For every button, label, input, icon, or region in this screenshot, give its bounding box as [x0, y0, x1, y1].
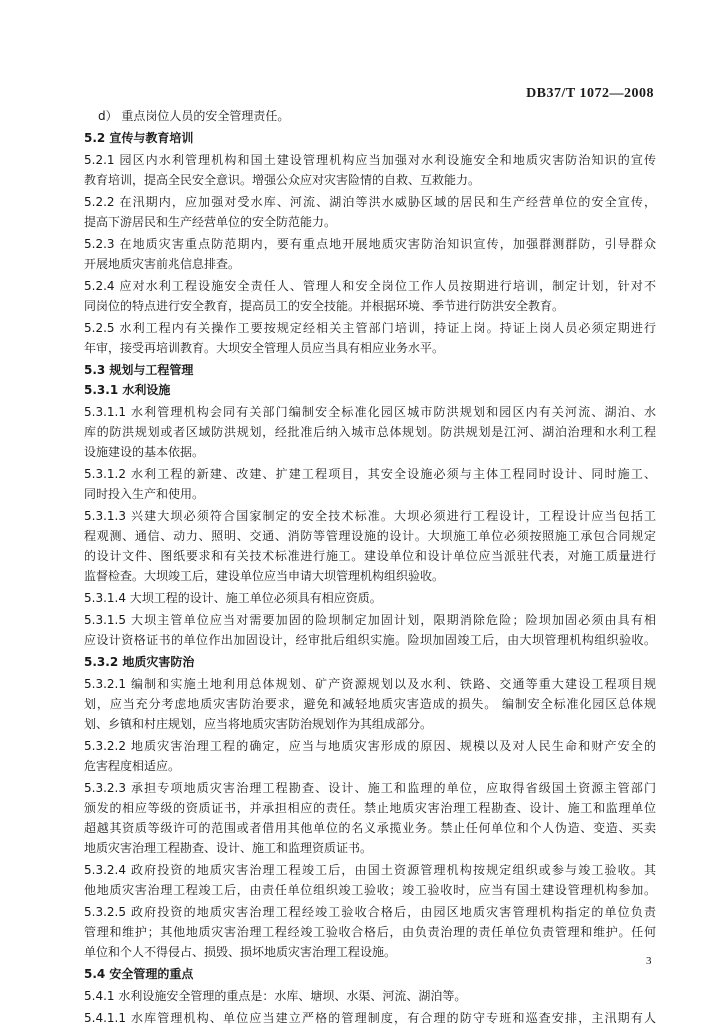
text-line: 同时投入生产和使用。 [84, 487, 205, 501]
text-line: 5.3.2.1 编制和实施土地利用总体规划、矿产资源规划以及水利、铁路、交通等重大建设工程项目规 [84, 677, 656, 691]
section-heading: 5.3 规划与工程管理 [84, 363, 194, 377]
text-line: 5.3.1.3 兴建大坝必须符合国家制定的安全技术标准。大坝必须进行工程设计，工程设计应当包括工 [84, 509, 656, 523]
text-line: 划、乡镇和村庄规划，应当将地质灾害防治规划作为其组成部分。 [84, 717, 433, 731]
text-line: 5.2.2 在汛期内，应加强对受水库、河流、湖泊等洪水威胁区域的居民和生产经营单位的安全宣传， [84, 195, 656, 209]
text-line: 5.3.1.2 水利工程的新建、改建、扩建工程项目，其安全设施必须与主体工程同时设计、同时施工、 [84, 467, 656, 481]
text-line: 5.2.1 园区内水利管理机构和国土建设管理机构应当加强对水利设施安全和地质灾害防治知识的宣传 [84, 153, 656, 167]
text-line: 5.4.1.1 水库管理机构、单位应当建立严格的管理制度，有合理的防守专班和巡查安排，主汛期有人 [84, 1011, 656, 1025]
text-line: d） 重点岗位人员的安全管理责任。 [98, 109, 290, 123]
text-line: 5.3.1.4 大坝工程的设计、施工单位必须具有相应资质。 [84, 591, 382, 605]
text-line: 超越其资质等级许可的范围或者借用其他单位的名义承揽业务。禁止任何单位和个人伪造、变造、买卖 [84, 821, 656, 835]
text-line: 5.3.1.5 大坝主管单位应当对需要加固的险坝制定加固计划，限期消除危险；险坝加固必须由具有相 [84, 613, 656, 627]
text-line: 5.4.1 水利设施安全管理的重点是：水库、塘坝、水渠、河流、湖泊等。 [84, 989, 467, 1003]
text-line: 5.3.2.5 政府投资的地质灾害治理工程经竣工验收合格后，由园区地质灾害管理机构指定的单位负责 [84, 905, 656, 919]
text-line: 危害程度相适应。 [84, 759, 181, 773]
text-line: 同岗位的特点进行安全教育，提高员工的安全技能。并根据环境、季节进行防洪安全教育。 [84, 299, 565, 313]
text-line: 颁发的相应等级的资质证书，并承担相应的责任。禁止地质灾害治理工程勘查、设计、施工和监理单位 [84, 801, 656, 815]
text-line: 5.3.1.1 水利管理机构会同有关部门编制安全标准化园区城市防洪规划和园区内有关河流、湖泊、水 [84, 405, 656, 419]
text-line: 提高下游居民和生产经营单位的安全防范能力。 [84, 215, 337, 229]
text-line: 的设计文件、图纸要求和有关技术标准进行施工。建设单位和设计单位应当派驻代表，对施工质量进行 [84, 549, 656, 563]
text-line: 程观测、通信、动力、照明、交通、消防等管理设施的设计。大坝施工单位必须按照施工承包合同规定 [84, 529, 656, 543]
section-heading: 5.4 安全管理的重点 [84, 967, 194, 981]
text-line: 地质灾害治理工程勘查、设计、施工和监理资质证书。 [84, 841, 373, 855]
section-heading: 5.2 宣传与教育培训 [84, 131, 194, 145]
text-line: 库的防洪规划或者区域防洪规划，经批准后纳入城市总体规划。防洪规划是江河、湖泊治理和水利工程 [84, 425, 656, 439]
text-line: 年审，接受再培训教育。大坝安全管理人员应当具有相应业务水平。 [84, 341, 445, 355]
text-line: 设施建设的基本依据。 [84, 445, 205, 459]
standard-code: DB37/T 1072—2008 [526, 86, 654, 101]
text-line: 5.3.2.4 政府投资的地质灾害治理工程竣工后，由国土资源管理机构按规定组织或参与竣工验收。其 [84, 863, 656, 877]
section-heading: 5.3.1 水利设施 [84, 383, 171, 397]
text-line: 监督检查。大坝竣工后，建设单位应当申请大坝管理机构组织验收。 [84, 569, 445, 583]
text-line: 应设计资格证书的单位作出加固设计，经审批后组织实施。险坝加固竣工后，由大坝管理机构组织验收。 [84, 633, 656, 647]
text-line: 开展地质灾害前兆信息排查。 [84, 257, 241, 271]
text-line: 5.2.4 应对水利工程设施安全责任人、管理人和安全岗位工作人员按期进行培训，制定计划，针对不 [84, 279, 656, 293]
text-line: 5.3.2.2 地质灾害治理工程的确定，应当与地质灾害形成的原因、规模以及对人民生命和财产安全的 [84, 739, 656, 753]
section-heading: 5.3.2 地质灾害防治 [84, 655, 195, 669]
text-line: 他地质灾害治理工程竣工后，由责任单位组织竣工验收；竣工验收时，应当有国土建设管理机构参加。 [84, 883, 656, 897]
text-line: 教育培训，提高全民安全意识。增强公众应对灾害险情的自救、互救能力。 [84, 173, 481, 187]
text-line: 5.3.2.3 承担专项地质灾害治理工程勘查、设计、施工和监理的单位，应取得省级国土资源主管部门 [84, 781, 656, 795]
page-number: 3 [646, 955, 652, 967]
text-line: 管理和维护；其他地质灾害治理工程经竣工验收合格后，由负责治理的责任单位负责管理和维护。任何 [84, 925, 656, 939]
text-line: 5.2.3 在地质灾害重点防范期内，要有重点地开展地质灾害防治知识宣传，加强群测群防，引导群众 [84, 237, 656, 251]
text-line: 5.2.5 水利工程内有关操作工要按规定经相关主管部门培训，持证上岗。持证上岗人员必须定期进行 [84, 321, 656, 335]
text-line: 单位和个人不得侵占、损毁、损坏地质灾害治理工程设施。 [84, 945, 397, 959]
text-line: 划，应当充分考虑地质灾害防治要求，避免和减轻地质灾害造成的损失。 编制安全标准化园区总体规 [84, 697, 656, 711]
